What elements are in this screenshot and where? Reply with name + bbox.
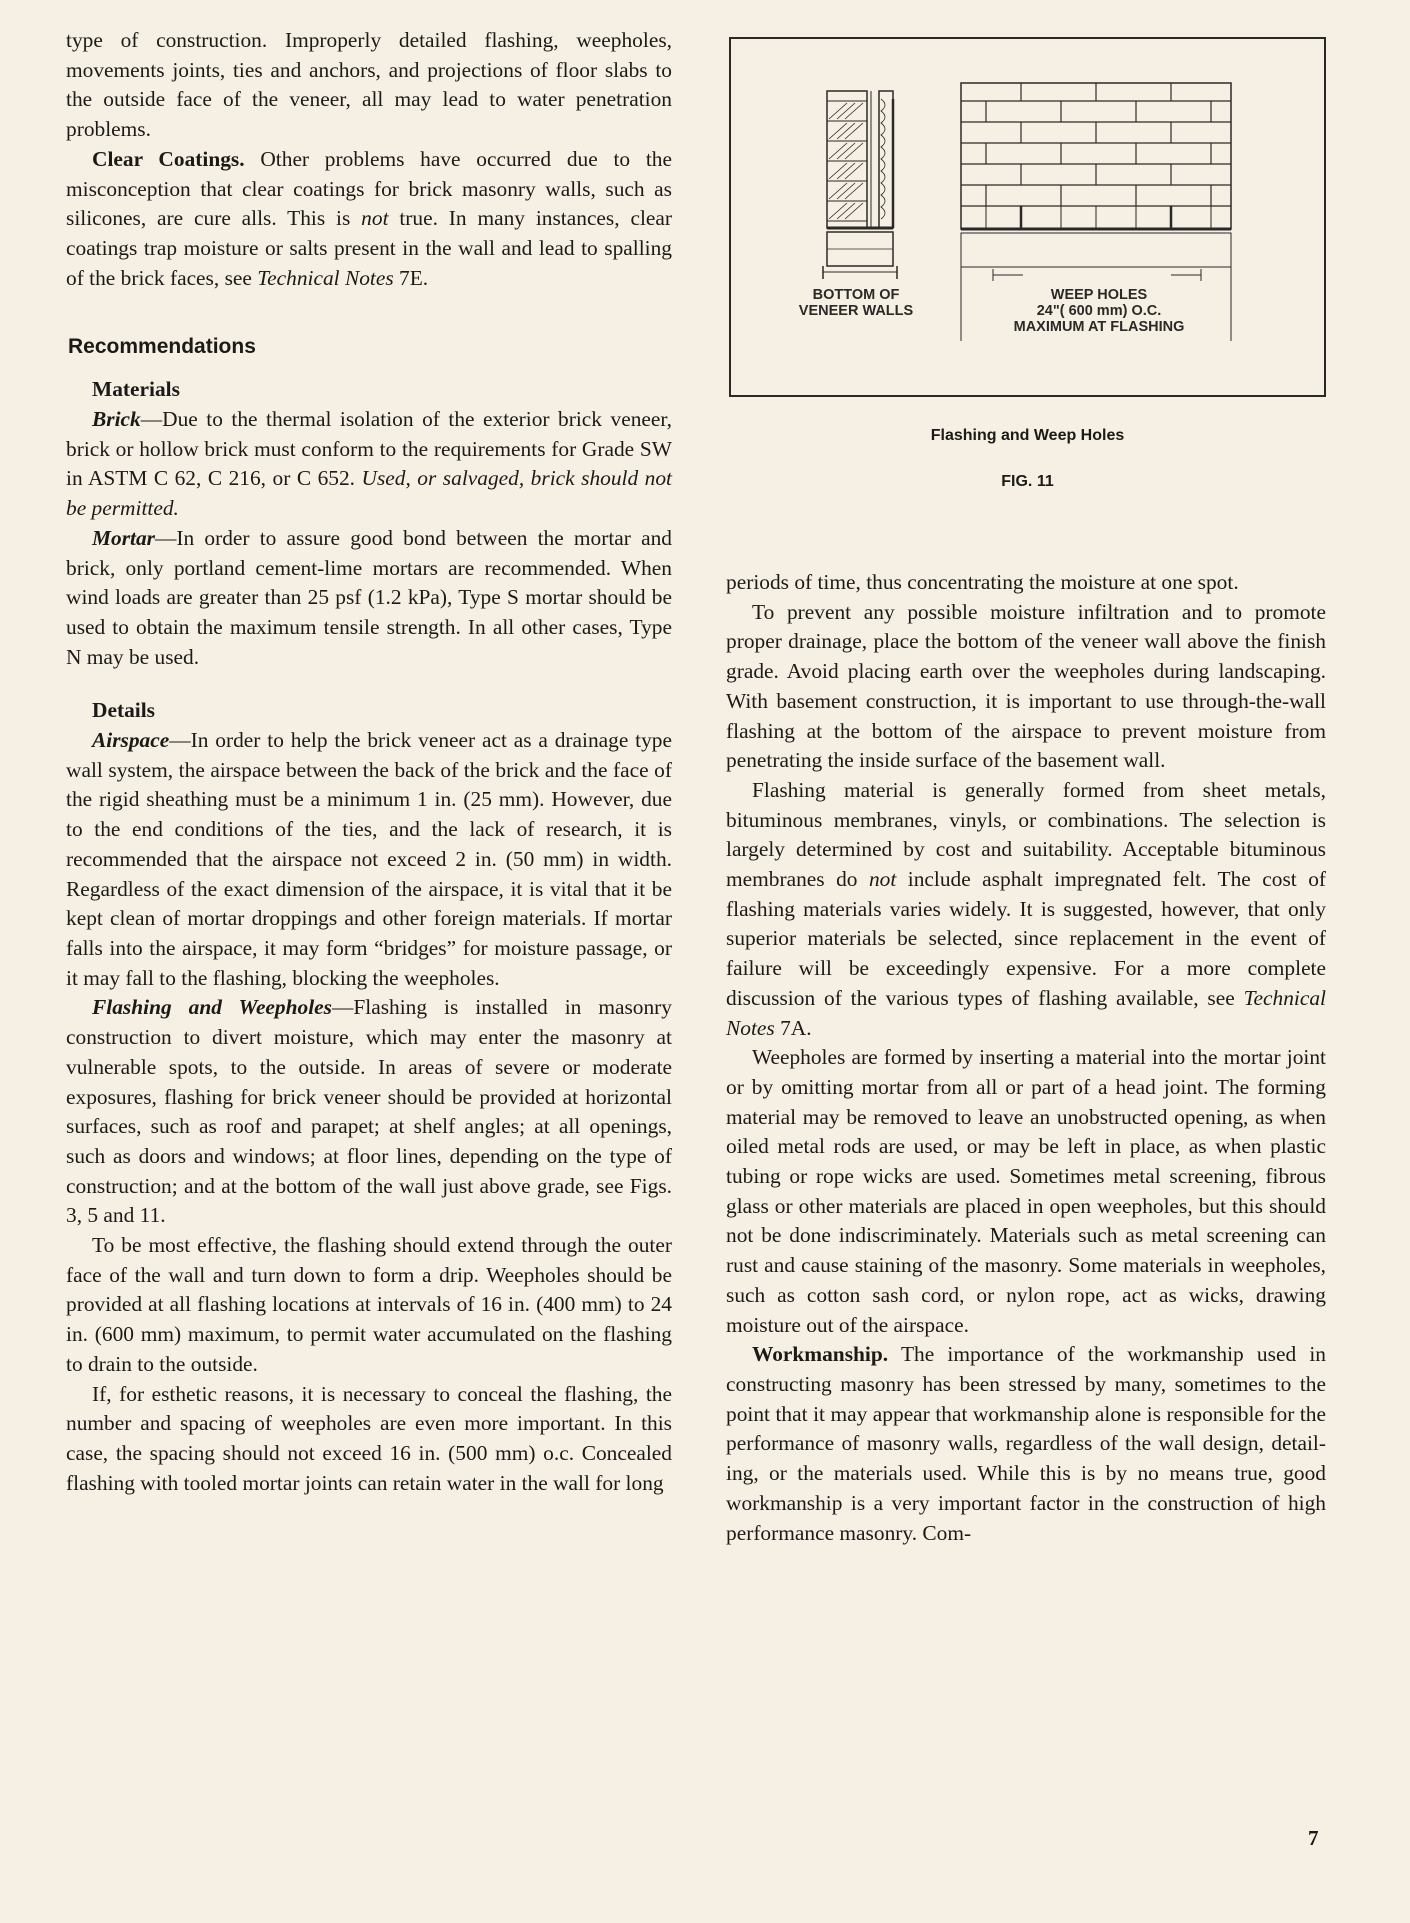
mortar-paragraph: Mortar—In order to assure good bond between the mortar and brick, only portland cement-lime mortars are recommended. When wind loads are greater than 25 psf (1.2 kPa), Type S mortar should be used to obtain the maximum tensile strength. In all other cases, Type N may be used.	[66, 525, 672, 669]
technical-notes-reference: Technical Notes	[726, 985, 1326, 1040]
details-heading: Details	[92, 698, 155, 723]
prevent-paragraph: To prevent any possible moisture infiltration and to promote proper drainage, place the bottom of the veneer wall above the finish grade. Avoid placing earth over the weepholes during landscaping. With basement construction, it is important to use through-the-wall flashing at the bottom of the airspace to prevent moisture from penetrating the inside surface of the basement wall.	[726, 599, 1326, 773]
workmanship-heading: Workmanship.	[752, 1342, 889, 1367]
effective-paragraph: To be most effective, the flashing should extend through the outer face of the wall and turn down to form a drip. Weepholes should be provided at all flashing locations at intervals of 16 in. (400 mm) to 24 in. (600 mm) maximum, to permit water accumulated on the flashing to drain to the outside.	[66, 1233, 672, 1376]
recommendations-heading: Recommendations	[68, 335, 256, 359]
workmanship-paragraph: Workmanship. The importance of the workmanship used in constructing masonry has been stressed by many, sometimes to the point that it may appear that workmanship alone is responsible for the performance of masonry walls, regardless of the wall design, detailing, or the materials used. While this is by no means true, good workmanship is a very important factor in the construction of high performance masonry. Com-	[726, 1342, 1326, 1545]
bottom-of-veneer-label: BOTTOM OF VENEER WALLS	[798, 287, 914, 319]
flashing-paragraph: Flashing and Weepholes—Flashing is installed in masonry construction to divert moisture, which may enter the masonry at vulnerable spots, to the outside. In areas of severe or moderate exposures, flashing for brick veneer should be provided at horizontal surfaces, such as roof and parapet; at shelf angles; at all openings, such as doors and windows; at floor lines, depending on the type of construction; and at the bottom of the wall just above grade, see Figs. 3, 5 and 11.	[66, 995, 672, 1228]
weepholes-paragraph: Weepholes are formed by inserting a material into the mortar joint or by omitting mortar from all or part of a head joint. The forming material may be removed to leave an unobstructed opening, as when oiled metal rods are used, or may be left in place, as when plastic tubing or rope wicks are used. Sometimes metal screening, fibrous glass or other materials are placed in open weepholes, but this should not be done indiscriminately. Materials such as metal screening can rust and cause staining of the masonry. Some materials in weepholes, such as cotton sash cord, or nylon rope, act as wicks, drawing moisture out of the airspace.	[726, 1045, 1326, 1337]
brick-paragraph: Brick—Due to the thermal isolation of the exterior brick veneer, brick or hollow brick must conform to the requirements for Grade SW in ASTM C 62, C 216, or C 652. Used, or salvaged, brick should not be permitted.	[66, 407, 672, 521]
figure-title: Flashing and Weep Holes	[930, 427, 1125, 444]
continue-paragraph: periods of time, thus concentrating the moisture at one spot.	[726, 570, 1239, 594]
materials-heading: Materials	[92, 377, 180, 402]
flashing-material-paragraph: Flashing material is generally formed from sheet metals, bituminous membranes, vinyls, or combinations. The selection is largely determined by cost and suitability. Acceptable bituminous membranes do not include asphalt impregnated felt. The cost of flashing materials varies widely. It is suggested, however, that only superior materials be selected, since replacement in the event of failure will be exceedingly expensive. For a more complete discussion of the various types of flashing available, see Technical Notes 7A.	[726, 777, 1327, 1040]
figure-number: FIG. 11	[1001, 473, 1054, 490]
clear-coatings-paragraph: Clear Coatings. Other problems have occurred due to the misconception that clear coatings for brick masonry walls, such as silicones, are cure alls. This is not true. In many instances, clear coatings trap moisture or salts present in the wall and lead to spalling of the brick faces, see Technical Notes 7E.	[66, 146, 672, 290]
clear-coatings-heading: Clear Coatings.	[92, 146, 245, 171]
intro-paragraph: type of construction. Improperly detailed flashing, weepholes, movements joints, ties and anchors, and projections of floor slabs to the outside face of the veneer, all may lead to water penetration problems.	[66, 28, 672, 142]
flashing-weep-hole-drawing	[731, 39, 1324, 395]
weep-holes-label: WEEP HOLES 24"( 600 mm) O.C. MAXIMUM AT FLASHING	[1013, 287, 1185, 335]
conceal-paragraph: If, for esthetic reasons, it is necessary to conceal the flashing, the number and spacing of weepholes are even more important. In this case, the spacing should not exceed 16 in. (500 mm) o.c. Concealed flashing with tooled mortar joints can retain water in the wall for long	[66, 1381, 672, 1495]
technical-notes-reference: Technical Notes	[257, 265, 394, 290]
page-number: 7	[1308, 1826, 1319, 1850]
airspace-paragraph: Airspace—In order to help the brick veneer act as a drainage type wall system, the airspace between the back of the brick and the face of the rigid sheathing must be a minimum 1 in. (25 mm). However, due to the end conditions of the ties, and the lack of research, it is recommended that the airspace not exceed 2 in. (50 mm) in width. Regardless of the exact dimension of the airspace, it is vital that it be kept clean of mortar droppings and other foreign materials. If mortar falls into the airspace, it may form “bridges” for moisture passage, or it may fall to the flashing, blocking the weepholes.	[66, 728, 672, 990]
left-column	[66, 26, 672, 1498]
right-column	[726, 568, 1326, 1548]
figure-frame	[729, 37, 1326, 397]
